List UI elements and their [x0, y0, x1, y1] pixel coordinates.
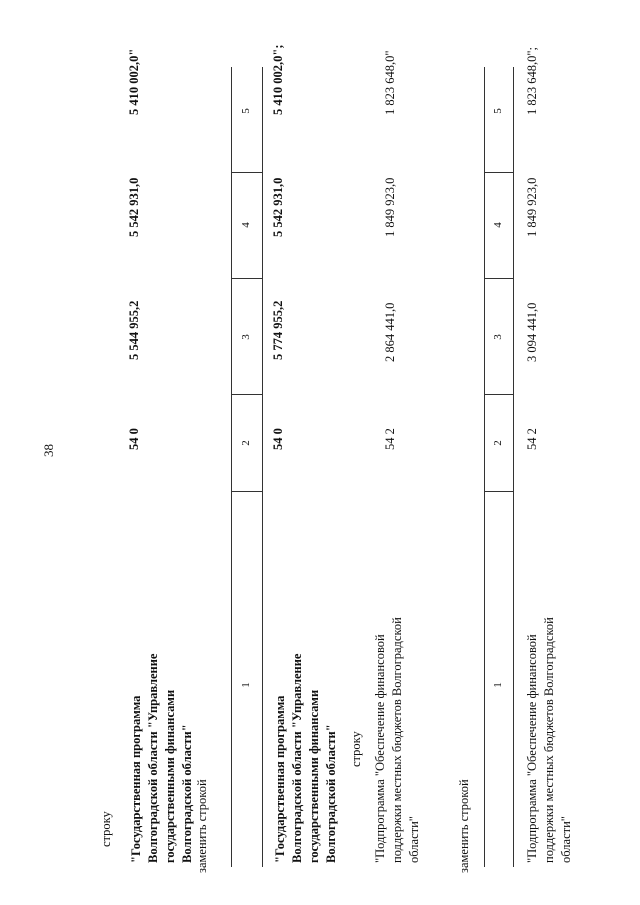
header-table-2-sep-2 — [484, 394, 513, 395]
row-gp-old-v4: 5 542 931,0 — [127, 177, 141, 237]
row-pp-new-v4: 1 849 923,0 — [525, 177, 539, 237]
row-gp-new-name: "Государственная программа Волгоградской области "Управление государственными финансами Волгоградской области" — [273, 653, 338, 863]
row-pp-new-name: "Подпрограмма "Обеспечение финансовой поддержки местных бюджетов Волгоградской области" — [525, 617, 573, 863]
header2-col-3: 3 — [492, 334, 504, 340]
header2-col-2: 2 — [492, 440, 504, 446]
row-gp-new-v5: 5 410 002,0"; — [271, 44, 285, 115]
row-pp-old-code: 54 2 — [383, 428, 397, 450]
header-table-1-top — [231, 67, 232, 867]
header-col-4: 4 — [240, 222, 252, 228]
row-gp-old-code: 54 0 — [127, 428, 141, 450]
row-gp-new-v4: 5 542 931,0 — [271, 177, 285, 237]
header-table-2-sep-4 — [484, 172, 513, 173]
header-table-2-sep-1 — [484, 491, 513, 492]
header2-col-4: 4 — [492, 222, 504, 228]
header-table-2-sep-3 — [484, 278, 513, 279]
row-gp-new-v3: 5 774 955,2 — [271, 300, 285, 360]
header-col-1: 1 — [240, 682, 252, 688]
header-table-1-sep-1 — [231, 491, 262, 492]
header-table-1-sep-3 — [231, 278, 262, 279]
instruction-stroku-1: строку — [99, 811, 113, 847]
header-col-5: 5 — [240, 108, 252, 114]
header-col-2: 2 — [240, 440, 252, 446]
header-table-2-top — [484, 67, 485, 867]
header-table-1-bottom — [262, 67, 263, 867]
row-gp-old-v5: 5 410 002,0" — [127, 48, 141, 115]
row-pp-new-v5: 1 823 648,0"; — [525, 47, 539, 115]
header-table-1-sep-2 — [231, 394, 262, 395]
instruction-zamenit-2: заменить строкой — [457, 779, 471, 873]
row-gp-new-code: 54 0 — [271, 428, 285, 450]
header-table-1-sep-4 — [231, 172, 262, 173]
header2-col-1: 1 — [492, 682, 504, 688]
header-table-2-bottom — [513, 67, 514, 867]
instruction-stroku-2: строку — [349, 731, 363, 767]
header-col-3: 3 — [240, 334, 252, 340]
row-gp-old-v3: 5 544 955,2 — [127, 300, 141, 360]
row-pp-old-name: "Подпрограмма "Обеспечение финансовой поддержки местных бюджетов Волгоградской области" — [373, 617, 421, 863]
row-pp-old-v4: 1 849 923,0 — [383, 177, 397, 237]
row-pp-new-v3: 3 094 441,0 — [525, 302, 539, 362]
header2-col-5: 5 — [492, 108, 504, 114]
row-gp-old-name: "Государственная программа Волгоградской области "Управление государственными финансами Волгоградской области" — [129, 653, 194, 863]
row-pp-old-v3: 2 864 441,0 — [383, 302, 397, 362]
row-pp-old-v5: 1 823 648,0" — [383, 50, 397, 115]
page-number: 38 — [41, 444, 56, 457]
row-pp-new-code: 54 2 — [525, 428, 539, 450]
instruction-zamenit-1: заменить строкой — [195, 779, 209, 873]
